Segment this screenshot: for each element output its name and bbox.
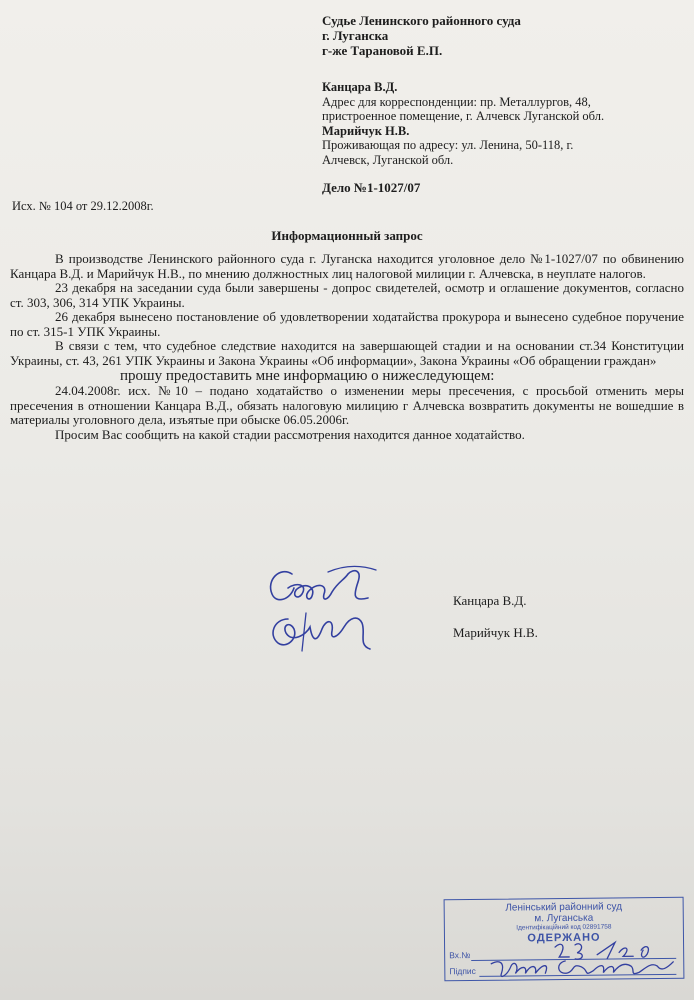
court-received-stamp [444, 897, 685, 982]
paragraph: Просим Вас сообщить на какой стадии рассмотрения находится данное ходатайство. [55, 426, 525, 442]
stamp-incoming-label: Вх.№ [449, 949, 471, 961]
sender-address: Проживающая по адресу: ул. Ленина, 50-118, г. [322, 138, 574, 152]
stamp-city: м. Луганська [534, 912, 594, 925]
document-title: Информационный запрос [271, 228, 423, 243]
stamp-received-label: ОДЕРЖАНО [527, 931, 601, 945]
paragraph: 23 декабря на заседании суда были завершены - допрос свидетелей, осмотр и оглашение документов, согласно ст. 303, 306, 314 УПК Украины. [10, 280, 684, 310]
stamp-court-name: Ленінський районний суд [505, 901, 623, 914]
addressee-line: Судье Ленинского районного суда [322, 13, 521, 28]
sender-address: Адрес для корреспонденции: пр. Металлургов, 48, [322, 94, 591, 109]
sender-name: Канцара В.Д. [322, 80, 398, 94]
request-line: прошу предоставить мне информацию о нижеследующем: [120, 368, 495, 384]
addressee-block [322, 13, 521, 58]
paragraph: 26 декабря вынесено постановление об удовлетворении ходатайства прокурора и вынесено судебное поручение по ст. 315-1 УПК Украины. [10, 309, 684, 339]
stamp-signature-label: Підпис [449, 965, 476, 977]
addressee-line: г. Луганска [322, 28, 389, 43]
signatory-name: Марийчук Н.В. [453, 625, 538, 640]
letter-body [10, 252, 684, 442]
addressee-line: г-же Тарановой Е.П. [322, 43, 443, 58]
stamp-handwritten-signature [485, 956, 680, 980]
case-number: Дело №1-1027/07 [322, 180, 421, 195]
senders-block [322, 80, 604, 167]
sender-name: Марийчук Н.В. [322, 123, 410, 138]
sender-address: пристроенное помещение, г. Алчевск Луганской обл. [322, 109, 605, 123]
paragraph: В связи с тем, что судебное следствие находится на завершающей стадии и на основании ст.34 Конституции Украины, ст. 43, 261 УПК Украины и Закона Украины «Об информации», Закона Украины «Об обращении граждан» [10, 338, 684, 368]
signature-kantsara [258, 562, 388, 610]
stamp-id-code: Ідентифікаційний код 02891758 [516, 923, 612, 932]
signatory-name: Канцара В.Д. [453, 593, 527, 608]
outgoing-reference: Исх. № 104 от 29.12.2008г. [12, 199, 154, 213]
signature-mariychuk [262, 605, 382, 655]
sender-address: Алчевск, Луганской обл. [322, 152, 454, 167]
paragraph: В производстве Ленинского районного суда г. Луганска находится уголовное дело №1-1027/07 по обвинению Канцара В.Д. и Марийчук Н.В., по мнению должностных лиц налоговой милиции г. Алчевска, в неуплате налогов. [10, 251, 684, 281]
paragraph: 24.04.2008г. исх. №10 – подано ходатайство о изменении меры пресечения, с просьбой отменить меры пресечения в отношении Канцара В.Д., обязать налоговую милицию г Алчевска возвратить документы не вошедшие в материалы уголовного дела, изъятые при обыске 06.05.2006г. [10, 383, 684, 427]
